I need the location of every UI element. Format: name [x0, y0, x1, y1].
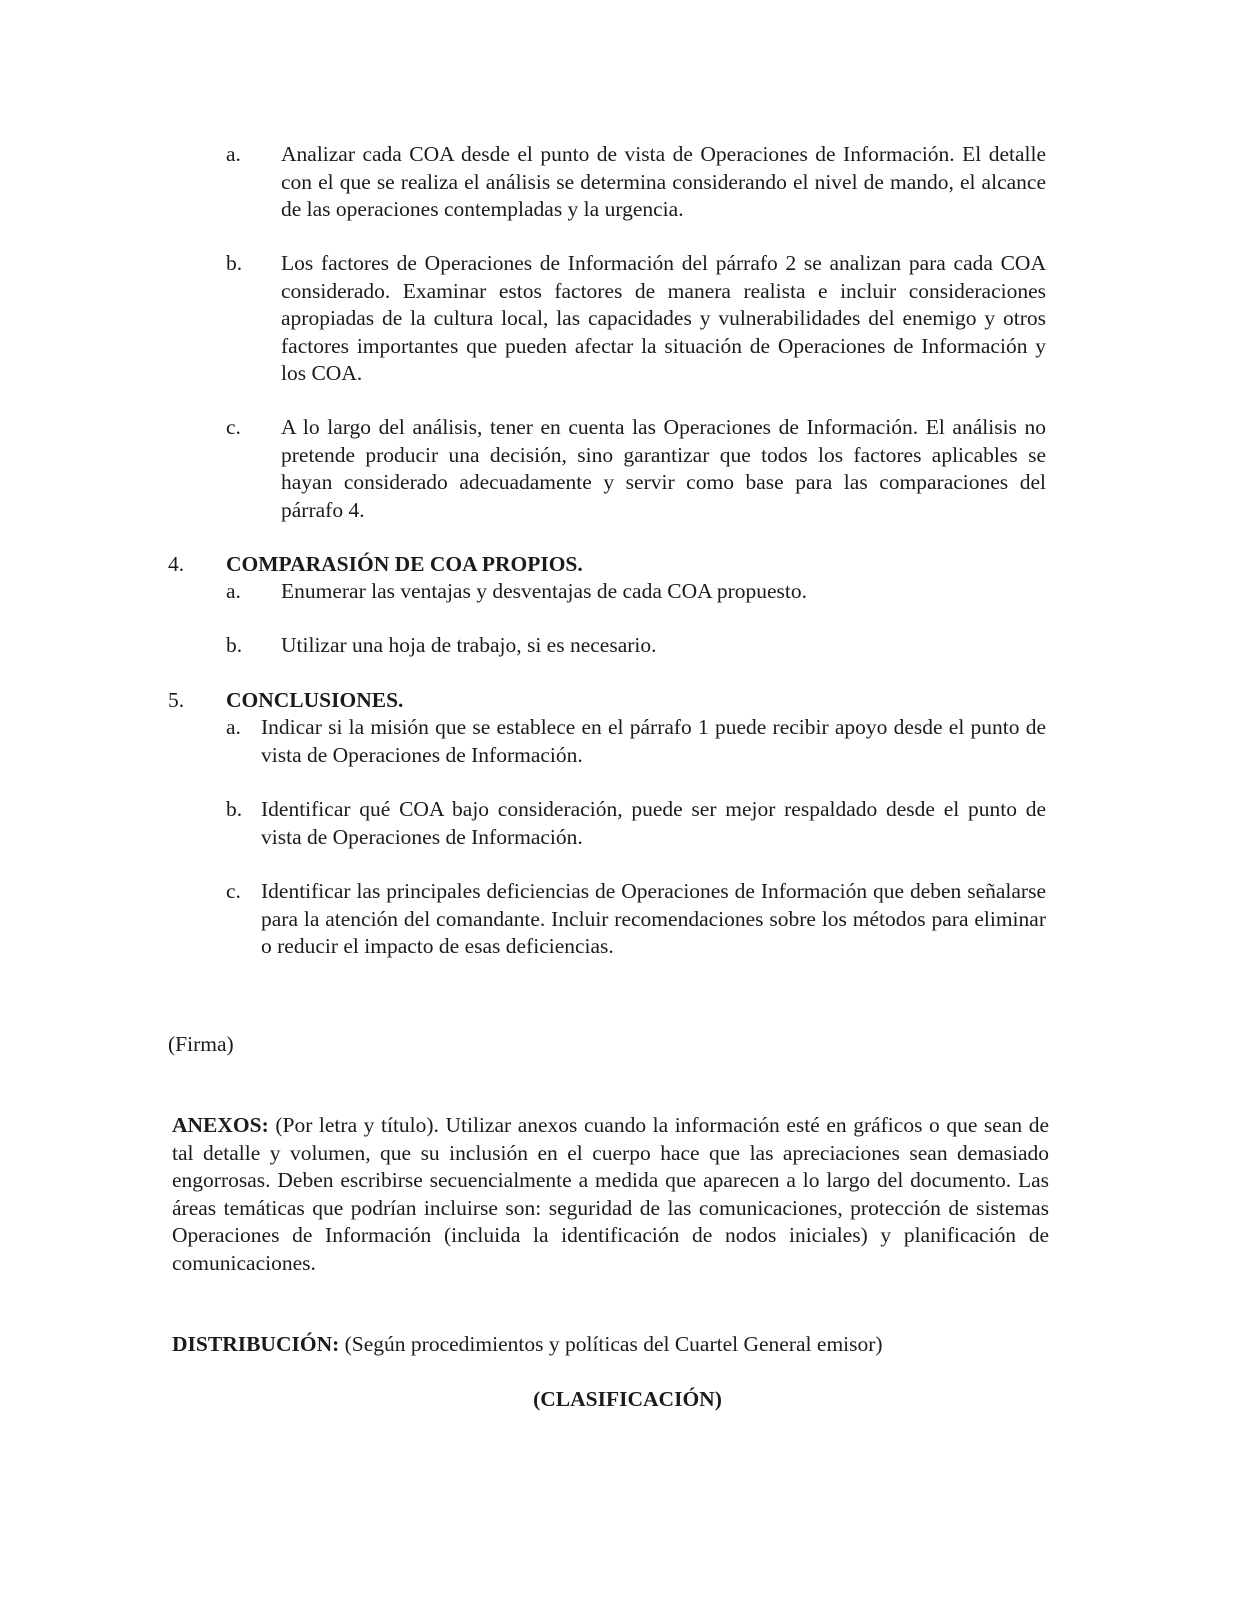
distribution-text: (Según procedimientos y políticas del Cuartel General emisor): [339, 1332, 883, 1356]
item-letter: a.: [226, 142, 241, 166]
item-text: A lo largo del análisis, tener en cuenta las Operaciones de Información. El análisis no pretende producir una decisión, sino garantizar que todos los factores aplicables se hayan considerado adecuadamente y servir como base para las comparaciones del párrafo 4.: [281, 415, 1046, 522]
item-text: Identificar las principales deficiencias de Operaciones de Información que deben señalarse para la atención del comandante. Incluir recomendaciones sobre los métodos para eliminar o reducir el impacto de esas deficiencias.: [261, 879, 1046, 958]
section5-title: CONCLUSIONES.: [226, 688, 404, 712]
item-text: Analizar cada COA desde el punto de vista de Operaciones de Información. El detalle con el que se realiza el análisis se determina considerando el nivel de mando, el alcance de las operaciones contempladas y la urgencia.: [281, 142, 1046, 221]
item-letter: c.: [226, 879, 241, 903]
item-letter: b.: [226, 797, 243, 821]
signature-placeholder: (Firma): [168, 1032, 234, 1056]
annexes-text: (Por letra y título). Utilizar anexos cuando la información esté en gráficos o que sean de tal detalle y volumen, que su inclusión en el cuerpo hace que las apreciaciones sean demasiado engorrosas. Deben escribirse secuencialmente a medida que aparecen a lo largo del documento. Las áreas temáticas que podrían incluirse son: seguridad de las comunicaciones, protección de sistemas Operaciones de Información (incluida la identificación de nodos iniciales) y planificación de comunicaciones.: [172, 1113, 1049, 1275]
item-letter: b.: [226, 251, 243, 275]
distribution-paragraph: [172, 1331, 1049, 1359]
item-text: Enumerar las ventajas y desventajas de cada COA propuesto.: [281, 579, 807, 603]
section5-number: 5.: [168, 688, 185, 712]
item-text: Indicar si la misión que se establece en el párrafo 1 puede recibir apoyo desde el punto de vista de Operaciones de Información.: [261, 715, 1046, 767]
item-text: Identificar qué COA bajo consideración, puede ser mejor respaldado desde el punto de vista de Operaciones de Información.: [261, 797, 1046, 849]
item-text: Los factores de Operaciones de Información del párrafo 2 se analizan para cada COA considerado. Examinar estos factores de manera realista e incluir consideraciones apropiadas de la cultura local, las capacidades y vulnerabilidades del enemigo y otros factores importantes que pueden afectar la situación de Operaciones de Información y los COA.: [281, 251, 1046, 385]
section4-title: COMPARASIÓN DE COA PROPIOS.: [226, 552, 583, 576]
distribution-label: DISTRIBUCIÓN:: [172, 1332, 340, 1356]
annexes-paragraph: [172, 1112, 1049, 1277]
item-text: Utilizar una hoja de trabajo, si es necesario.: [281, 633, 657, 657]
item-letter: a.: [226, 715, 241, 739]
classification-marking: (CLASIFICACIÓN): [533, 1387, 722, 1411]
section4-number: 4.: [168, 552, 185, 576]
item-letter: c.: [226, 415, 241, 439]
item-letter: a.: [226, 579, 241, 603]
annexes-label: ANEXOS:: [172, 1113, 269, 1137]
item-letter: b.: [226, 633, 243, 657]
